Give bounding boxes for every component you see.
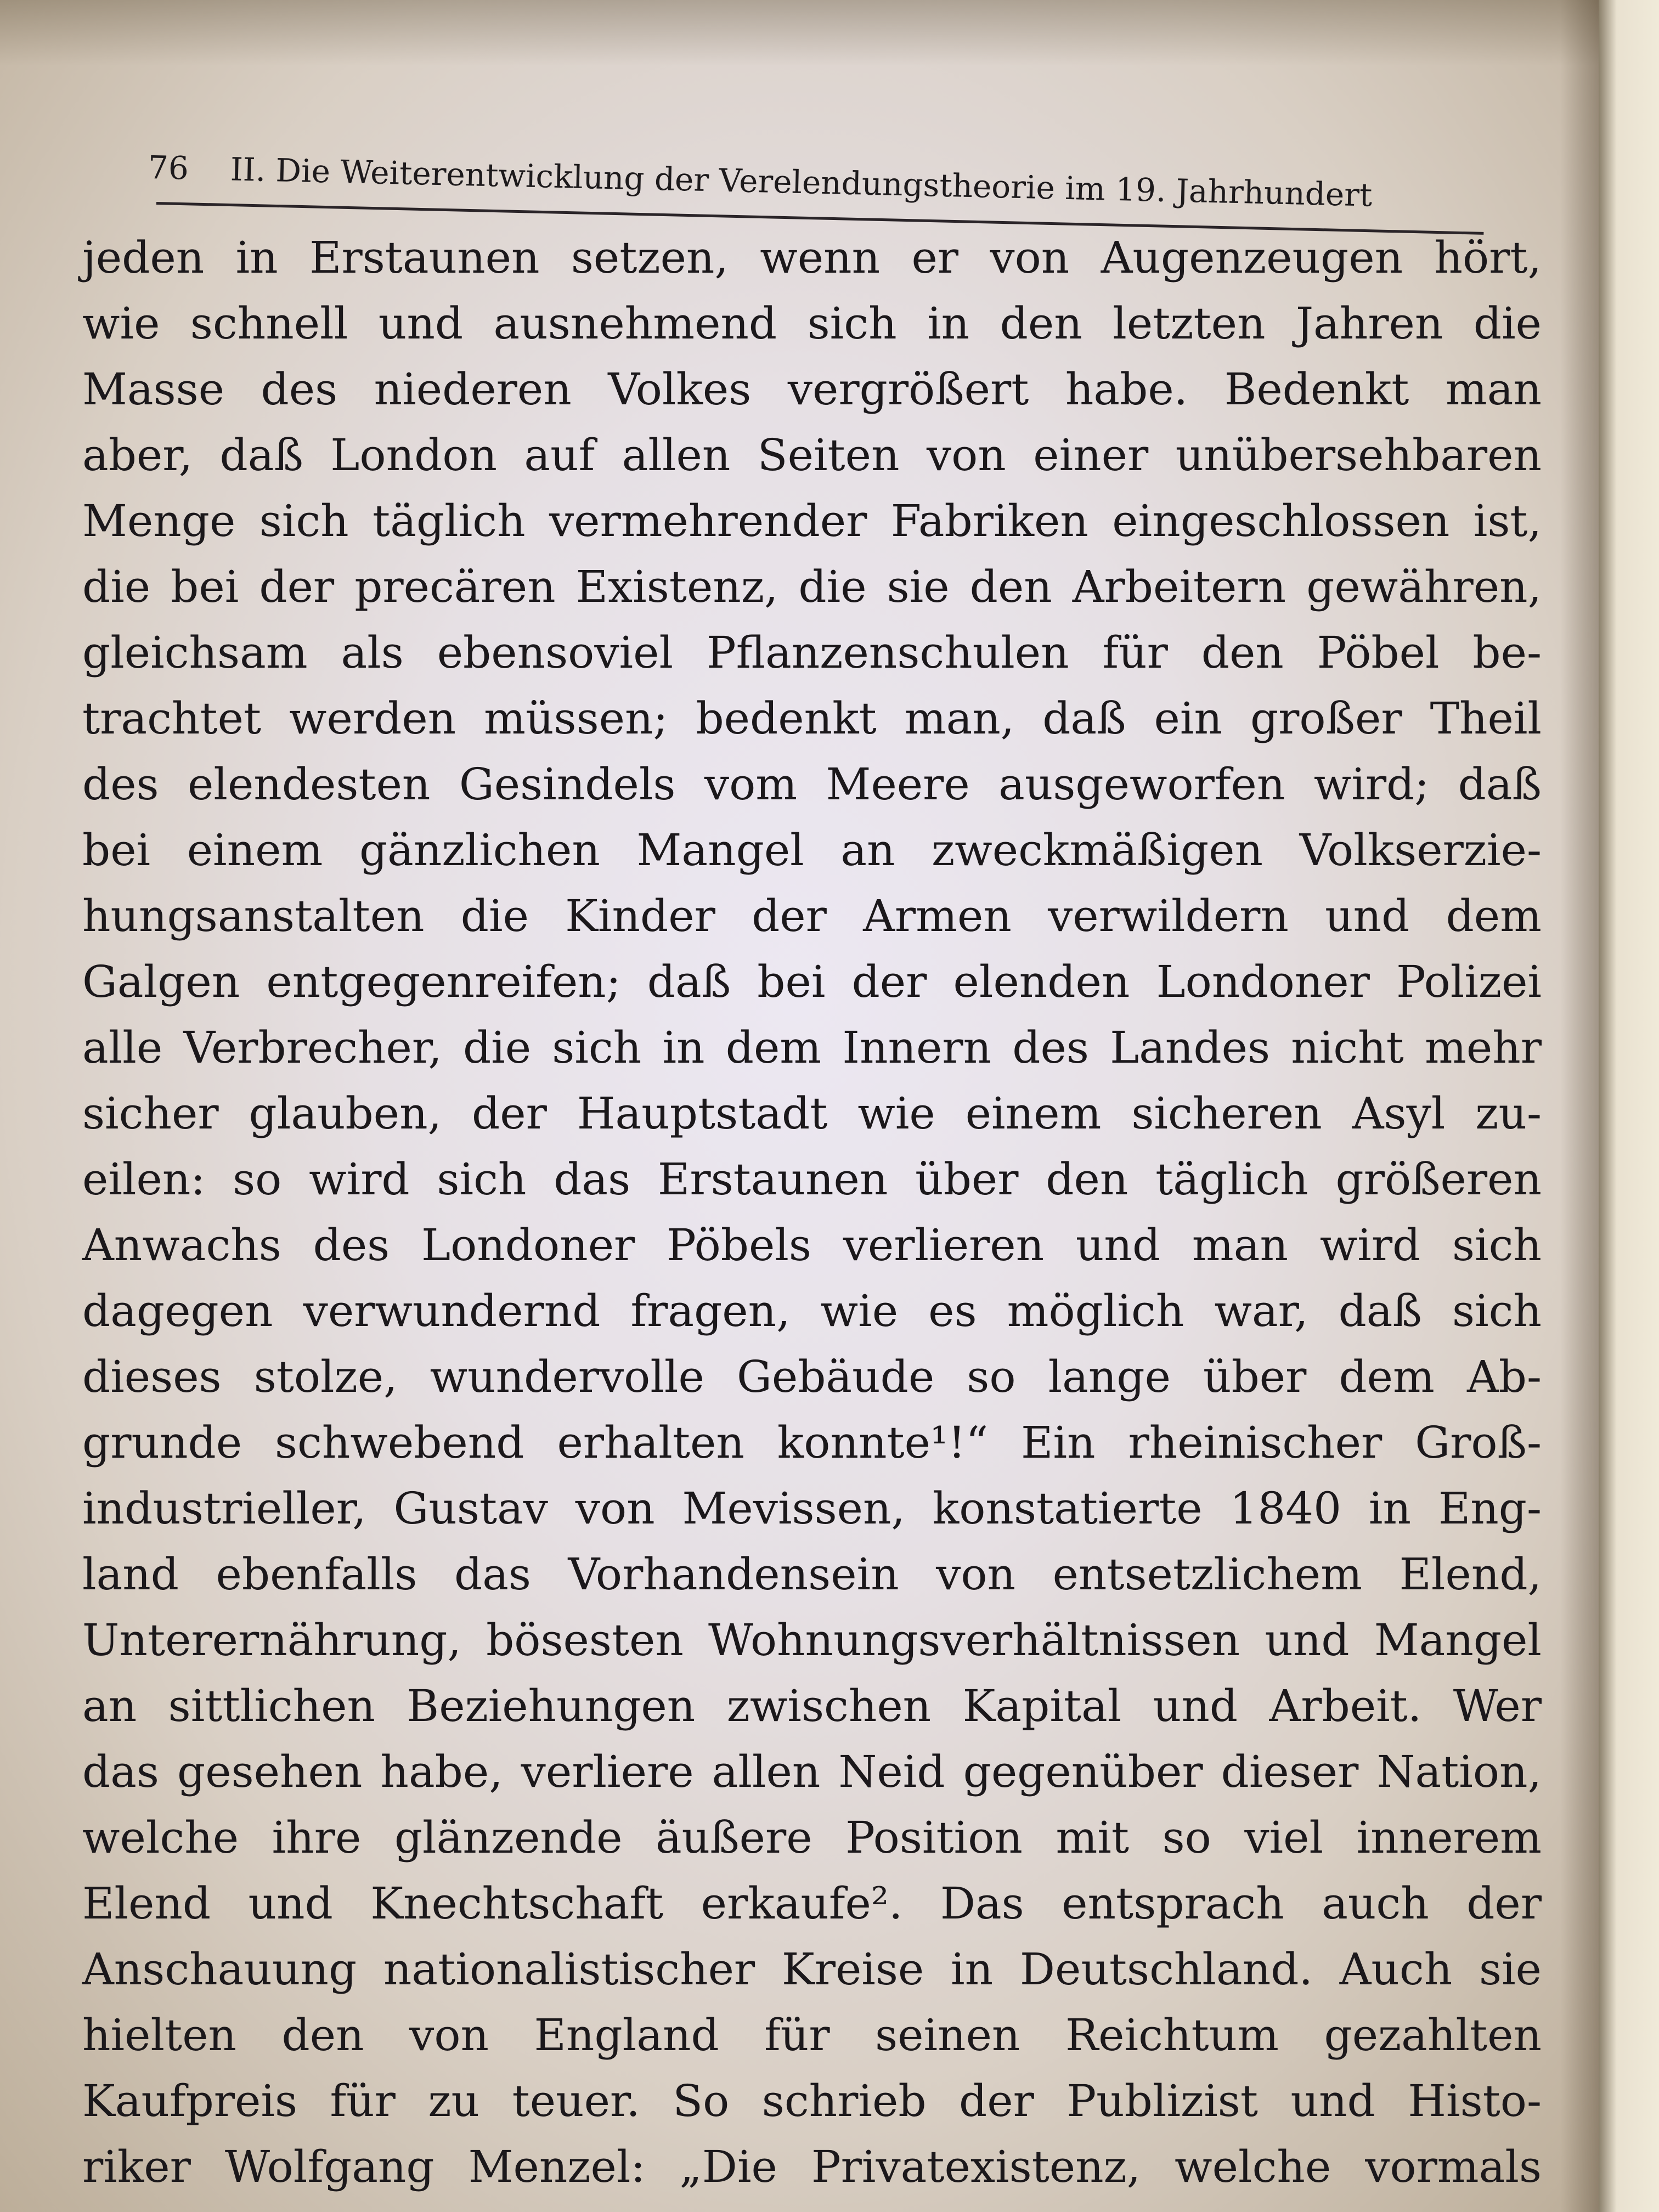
text-line-content: wie schnell und ausnehmend sich in den letzten Jahren die [82, 298, 1542, 349]
text-line [82, 1278, 1542, 1344]
text-line [82, 357, 1542, 422]
text-line [82, 422, 1542, 488]
facing-page-edge [1599, 0, 1659, 2212]
text-line-content: grunde schwebend erhalten konnte¹!“ Ein rheinischer Groß- [82, 1417, 1542, 1468]
text-line-content: hungsanstalten die Kinder der Armen verwildern und dem [82, 890, 1542, 941]
text-line [82, 1081, 1542, 1147]
text-line [82, 2068, 1542, 2134]
text-line-content: Anschauung nationalistischer Kreise in Deutschland. Auch sie [82, 1944, 1542, 1995]
text-line [82, 620, 1542, 686]
text-line [82, 1015, 1542, 1081]
text-line-content: dieses stolze, wundervolle Gebäude so lange über dem Ab- [82, 1351, 1542, 1402]
text-line [82, 1344, 1542, 1410]
text-line-content: das gesehen habe, verliere allen Neid gegenüber dieser Nation, [82, 1746, 1542, 1797]
body-text [82, 225, 1542, 2200]
text-line [82, 2002, 1542, 2068]
text-line [82, 1607, 1542, 1673]
text-line [82, 1937, 1542, 2002]
text-line-content: die bei der precären Existenz, die sie den Arbeitern gewähren, [82, 561, 1542, 612]
text-line-content: aber, daß London auf allen Seiten von einer unübersehbaren [82, 430, 1542, 481]
text-line-content: bei einem gänzlichen Mangel an zweckmäßigen Volkserzie- [82, 825, 1542, 876]
text-line-content: dagegen verwundernd fragen, wie es möglich war, daß sich [82, 1285, 1542, 1336]
text-line [82, 1805, 1542, 1871]
text-line [82, 752, 1542, 817]
text-line [82, 1673, 1542, 1739]
text-line-content: hielten den von England für seinen Reichtum gezahlten [82, 2010, 1542, 2061]
text-line-content: industrieller, Gustav von Mevissen, konstatierte 1840 in Eng- [82, 1483, 1542, 1534]
text-line [82, 1410, 1542, 1476]
text-line [82, 291, 1542, 357]
text-line-content: Unterernährung, bösesten Wohnungsverhältnissen und Mangel [82, 1615, 1542, 1666]
text-line [82, 883, 1542, 949]
text-line-content: Anwachs des Londoner Pöbels verlieren und man wird sich [82, 1220, 1542, 1271]
running-title: II. Die Weiterentwicklung der Verelendungstheorie im 19. Jahrhundert [230, 150, 1373, 214]
text-line [82, 1147, 1542, 1212]
text-line [82, 2134, 1542, 2200]
text-line-content: land ebenfalls das Vorhandensein von entsetzlichem Elend, [82, 1549, 1542, 1600]
text-line-content: Elend und Knechtschaft erkaufe². Das entsprach auch der [82, 1878, 1542, 1929]
text-line-content: des elendesten Gesindels vom Meere ausgeworfen wird; daß [82, 759, 1542, 810]
spine-shadow [1560, 0, 1599, 2212]
text-line-content: Kaufpreis für zu teuer. So schrieb der Publizist und Histo- [82, 2075, 1542, 2126]
text-line [82, 686, 1542, 752]
running-header [148, 140, 1482, 225]
text-line-content: eilen: so wird sich das Erstaunen über den täglich größeren [82, 1154, 1542, 1205]
text-line-content: trachtet werden müssen; bedenkt man, daß ein großer Theil [82, 693, 1542, 744]
text-line-content: Masse des niederen Volkes vergrößert habe. Bedenkt man [82, 364, 1542, 415]
text-line-content: Menge sich täglich vermehrender Fabriken eingeschlossen ist, [82, 495, 1542, 546]
text-line [82, 554, 1542, 620]
text-line [82, 817, 1542, 883]
page-top-shadow [0, 0, 1659, 66]
text-line-content: gleichsam als ebensoviel Pflanzenschulen für den Pöbel be- [82, 627, 1542, 678]
text-line [82, 1476, 1542, 1542]
text-line-content: sicher glauben, der Hauptstadt wie einem sicheren Asyl zu- [82, 1088, 1542, 1139]
text-line [82, 1212, 1542, 1278]
text-line-content: riker Wolfgang Menzel: „Die Privatexistenz, welche vormals [82, 2141, 1542, 2192]
text-line-content: alle Verbrecher, die sich in dem Innern des Landes nicht mehr [82, 1022, 1542, 1073]
text-line-content: jeden in Erstaunen setzen, wenn er von Augenzeugen hört, [82, 232, 1542, 283]
page-number: 76 [148, 149, 189, 187]
text-line-content: welche ihre glänzende äußere Position mit so viel innerem [82, 1812, 1542, 1863]
text-line-content: Galgen entgegenreifen; daß bei der elenden Londoner Polizei [82, 956, 1542, 1007]
text-line [82, 1739, 1542, 1805]
text-line [82, 1542, 1542, 1607]
text-line [82, 1871, 1542, 1937]
text-line [82, 488, 1542, 554]
text-line-content: an sittlichen Beziehungen zwischen Kapital und Arbeit. Wer [82, 1680, 1542, 1731]
text-line [82, 225, 1542, 291]
text-line [82, 949, 1542, 1015]
